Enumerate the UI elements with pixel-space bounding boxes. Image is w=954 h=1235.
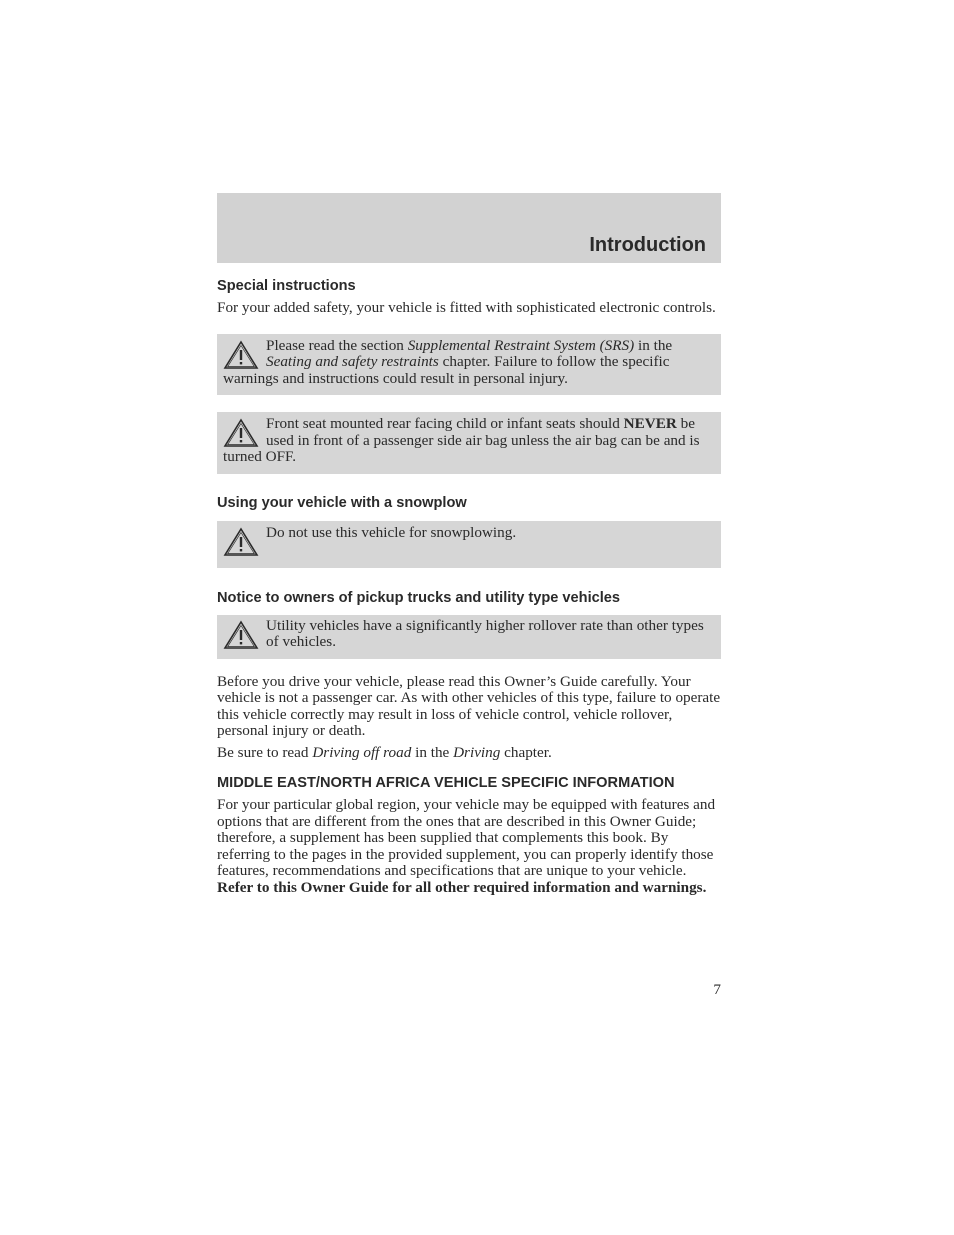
warning-child-seat-text: Front seat mounted rear facing child or infant seats should NEVER be used in front of a passenger side air bag unless the air bag can be and is turned OFF. <box>223 415 700 465</box>
warning-box-rollover <box>217 615 721 659</box>
page-number: 7 <box>713 981 721 998</box>
driving-off-road-reference: Be sure to read Driving off road in the Driving chapter. <box>217 743 552 761</box>
mena-heading: MIDDLE EAST/NORTH AFRICA VEHICLE SPECIFIC INFORMATION <box>217 775 675 791</box>
warning-box-snowplow <box>217 521 721 568</box>
warning-triangle-icon <box>223 527 259 557</box>
warning-triangle-icon <box>223 418 259 448</box>
warning-rollover-text: Utility vehicles have a significantly higher rollover rate than other types of vehicles. <box>266 616 704 650</box>
mena-body: For your particular global region, your vehicle may be equipped with features and options that are different from the ones that are described in this Owner Guide; therefore, a supplement has been supplied that complements this book. By referring to the pages in the provided supplement, you can properly identify those features, recommendations and specifications that are unique to your vehicle. Refer to this Owner Guide for all other required information and warnings. <box>217 796 716 896</box>
page-content <box>217 277 721 896</box>
warning-box-srs <box>217 334 721 396</box>
warning-triangle-icon <box>223 340 259 370</box>
warning-box-child-seat <box>217 412 721 474</box>
special-instructions-body: For your added safety, your vehicle is fitted with sophisticated electronic controls. <box>217 299 716 316</box>
pickup-body: Before you drive your vehicle, please read this Owner’s Guide carefully. Your vehicle is not a passenger car. As with other vehicles of this type, failure to operate this vehicle correctly may result in loss of vehicle control, vehicle rollover, personal injury or death. <box>217 672 721 739</box>
pickup-heading: Notice to owners of pickup trucks and utility type vehicles <box>217 589 621 606</box>
header-band <box>217 193 721 263</box>
warning-triangle-icon <box>223 620 259 650</box>
warning-snowplow-text: Do not use this vehicle for snowplowing. <box>266 523 517 541</box>
warning-srs-text: Please read the section Supplemental Restraint System (SRS) in the Seating and safety restraints chapter. Failure to follow the specific warnings and instructions could result in personal injury. <box>223 336 673 387</box>
snowplow-heading: Using your vehicle with a snowplow <box>217 494 467 511</box>
page-title: Introduction <box>589 234 706 256</box>
special-instructions-heading: Special instructions <box>217 278 356 294</box>
